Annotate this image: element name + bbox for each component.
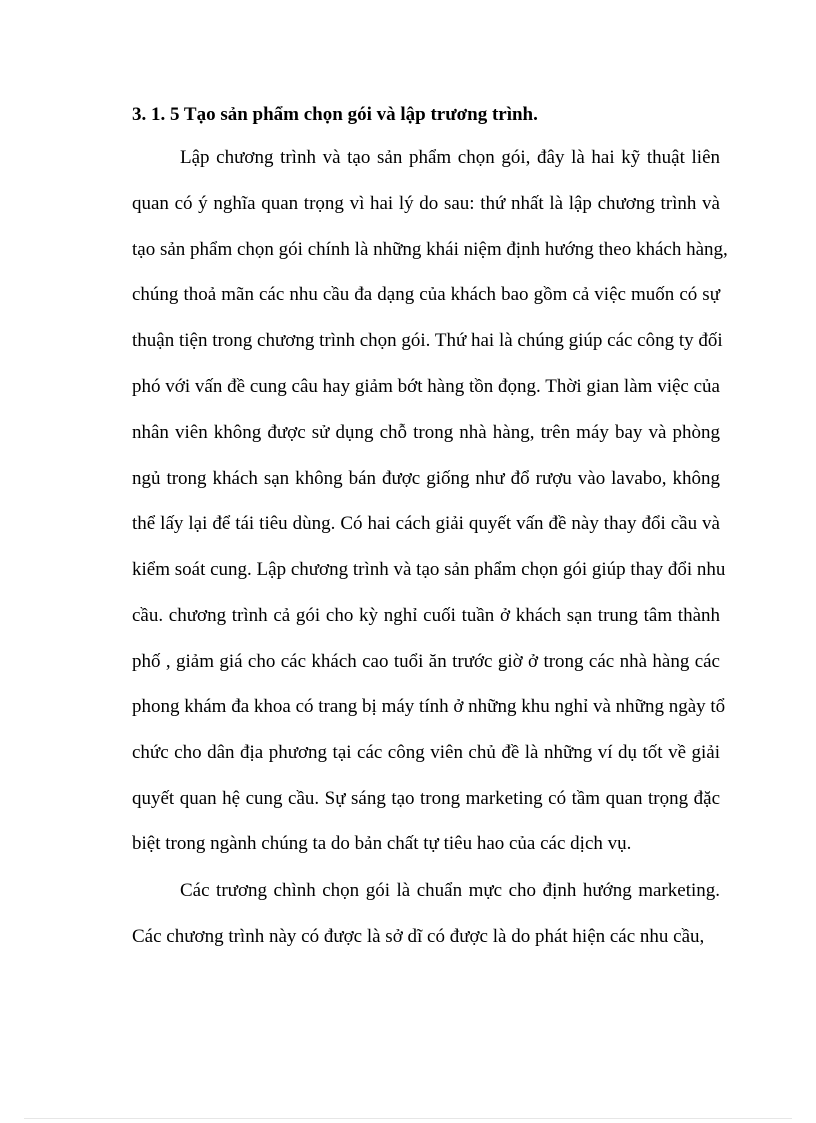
paragraph-line: quyết quan hệ cung cầu. Sự sáng tạo trong marketing có tầm quan trọng đặc: [132, 788, 720, 809]
paragraph-line: cầu. chương trình cả gói cho kỳ nghỉ cuối tuần ở khách sạn trung tâm thành: [132, 605, 720, 626]
paragraph-line: phó với vấn đề cung câu hay giảm bớt hàng tồn đọng. Thời gian làm việc của: [132, 376, 720, 397]
paragraph-line: thể lấy lại để tái tiêu dùng. Có hai cách giải quyết vấn đề này thay đổi cầu và: [132, 513, 720, 534]
section-heading: 3. 1. 5 Tạo sản phẩm chọn gói và lập trương trình.: [132, 104, 538, 125]
paragraph-line: Các trương chình chọn gói là chuẩn mực cho định hướng marketing.: [180, 880, 720, 901]
paragraph-line: phong khám đa khoa có trang bị máy tính ở những khu nghỉ và những ngày tổ: [132, 696, 726, 717]
paragraph-line: biệt trong ngành chúng ta do bản chất tự tiêu hao của các dịch vụ.: [132, 833, 632, 854]
paragraph-line: Các chương trình này có được là sở dĩ có được là do phát hiện các nhu cầu,: [132, 926, 705, 947]
page-bottom-divider: [24, 1118, 792, 1119]
paragraph-line: tạo sản phẩm chọn gói chính là những khái niệm định hướng theo khách hàng,: [132, 239, 728, 260]
paragraph-line: nhân viên không được sử dụng chỗ trong nhà hàng, trên máy bay và phòng: [132, 422, 720, 443]
paragraph-line: chúng thoả mãn các nhu cầu đa dạng của khách bao gồm cả việc muốn có sự: [132, 284, 720, 305]
paragraph-line: quan có ý nghĩa quan trọng vì hai lý do sau: thứ nhất là lập chương trình và: [132, 193, 720, 214]
paragraph-line: chức cho dân địa phương tại các công viên chủ đề là những ví dụ tốt về giải: [132, 742, 720, 763]
paragraph-line: kiểm soát cung. Lập chương trình và tạo sản phẩm chọn gói giúp thay đổi nhu: [132, 559, 726, 580]
paragraph-line: ngủ trong khách sạn không bán được giống như đổ rượu vào lavabo, không: [132, 468, 720, 489]
paragraph-line: Lập chương trình và tạo sản phẩm chọn gói, đây là hai kỹ thuật liên: [180, 147, 720, 168]
paragraph-line: thuận tiện trong chương trình chọn gói. Thứ hai là chúng giúp các công ty đối: [132, 330, 723, 351]
paragraph-line: phố , giảm giá cho các khách cao tuổi ăn trước giờ ở trong các nhà hàng các: [132, 651, 720, 672]
